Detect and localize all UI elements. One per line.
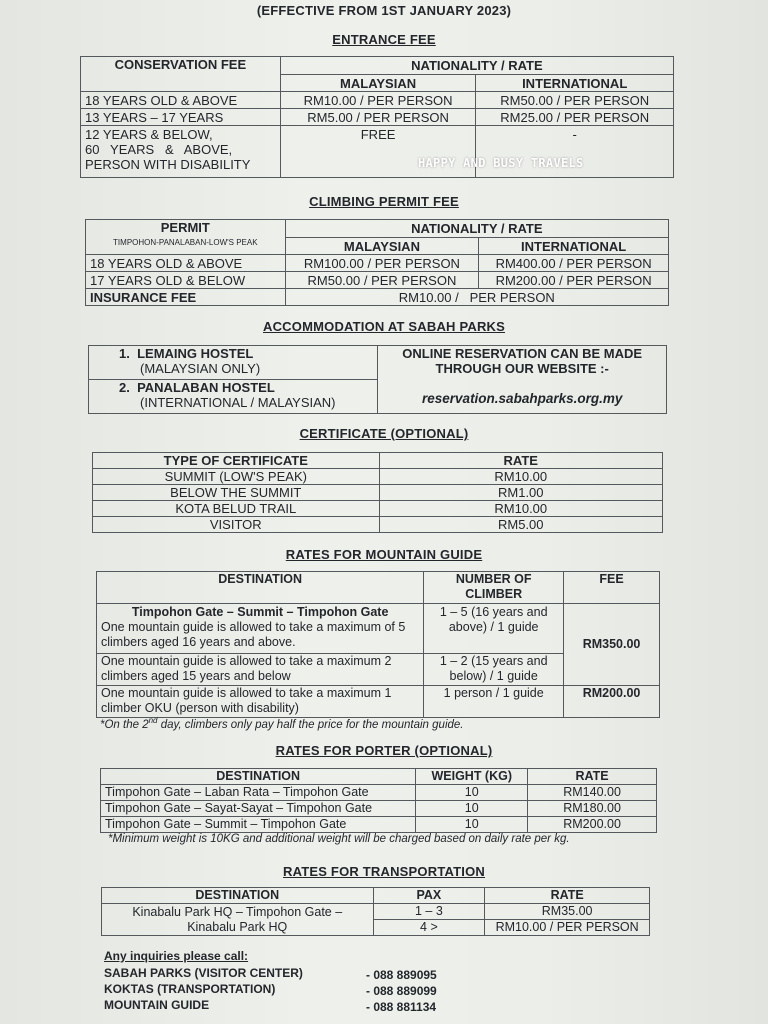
entrance-international-header: INTERNATIONAL [476,75,674,92]
certificate-type: KOTA BELUD TRAIL [93,501,380,517]
transport-rate-header: RATE [485,888,650,904]
transport-rate: RM10.00 / PER PERSON [485,920,650,936]
transport-title: RATES FOR TRANSPORTATION [283,864,485,879]
table-row [101,785,657,801]
table-row [93,485,663,501]
porter-weight: 10 [416,785,528,801]
table-row [86,289,669,306]
contact-phone[interactable]: - 088 889099 [366,984,437,998]
guide-climbers: 1 – 5 (16 years and above) / 1 guide [424,604,564,654]
certificate-rate: RM1.00 [379,485,662,501]
guide-fee-header: FEE [564,572,660,604]
guide-note: *On the 2nd day, climbers only pay half the price for the mountain guide. [100,716,464,731]
malaysian-rate: RM10.00 / PER PERSON [280,92,476,109]
transport-destination [102,904,374,936]
climbing-nationality-header: NATIONALITY / RATE [285,220,668,238]
porter-rate: RM200.00 [528,817,657,833]
hostel-name: LEMAING HOSTEL [137,346,254,361]
table-row [81,109,674,126]
transport-pax: 4 > [373,920,485,936]
porter-destination-header: DESTINATION [101,769,416,785]
guide-fee: RM200.00 [564,686,660,718]
certificate-rate: RM5.00 [379,517,662,533]
entrance-nationality-header: NATIONALITY / RATE [280,57,673,75]
guide-climbers: 1 – 2 (15 years and below) / 1 guide [424,654,564,686]
porter-weight: 10 [416,801,528,817]
porter-rate-header: RATE [528,769,657,785]
porter-rate: RM180.00 [528,801,657,817]
transport-table [101,887,650,936]
online-reservation [378,346,667,414]
hostel-2 [89,380,378,414]
transport-rate: RM35.00 [485,904,650,920]
porter-destination: Timpohon Gate – Summit – Timpohon Gate [101,817,416,833]
contact-name: MOUNTAIN GUIDE [104,998,210,1012]
table-row [101,801,657,817]
porter-destination: Timpohon Gate – Laban Rata – Timpohon Gate [101,785,416,801]
hostel-1 [89,346,378,380]
transport-destination-line: Kinabalu Park HQ [187,919,288,934]
international-rate: RM400.00 / PER PERSON [479,255,669,272]
hostel-number: 2. [119,380,130,395]
certificate-rate-header: RATE [379,453,662,469]
contact-phone[interactable]: - 088 889095 [366,968,437,982]
contact-name: KOKTAS (TRANSPORTATION) [104,982,276,996]
hostel-number: 1. [119,346,130,361]
insurance-label: INSURANCE FEE [86,289,286,306]
porter-destination: Timpohon Gate – Sayat-Sayat – Timpohon Gate [101,801,416,817]
transport-destination-header: DESTINATION [102,888,374,904]
entrance-col-header: CONSERVATION FEE [81,57,281,92]
international-rate: RM25.00 / PER PERSON [476,109,674,126]
watermark: HAPPY AND BUSY TRAVELS [418,156,584,170]
transport-destination-line: Kinabalu Park HQ – Timpohon Gate – [132,904,343,919]
row-label: 18 YEARS OLD & ABOVE [86,255,286,272]
guide-rule: One mountain guide is allowed to take a maximum 1 climber OKU (person with disability) [97,686,424,718]
guide-rule: One mountain guide is allowed to take a maximum of 5 climbers aged 16 years and above. [101,620,406,649]
malaysian-rate: RM50.00 / PER PERSON [285,272,479,289]
international-rate: RM200.00 / PER PERSON [479,272,669,289]
guide-destination-header: DESTINATION [97,572,424,604]
porter-note: *Minimum weight is 10KG and additional weight will be charged based on daily rate per kg. [108,833,570,845]
climbing-title: CLIMBING PERMIT FEE [309,194,459,209]
table-row [93,517,663,533]
permit-route-label: TIMPOHON-PANALABAN-LOW'S PEAK [113,238,258,247]
porter-weight: 10 [416,817,528,833]
table-row [97,686,660,718]
row-label-line: 12 YEARS & BELOW, [85,127,213,142]
guide-number-header: NUMBER OF CLIMBER [424,572,564,604]
transport-pax-header: PAX [373,888,485,904]
contact-name: SABAH PARKS (VISITOR CENTER) [104,966,303,980]
certificate-type: BELOW THE SUMMIT [93,485,380,501]
malaysian-rate: FREE [280,126,476,178]
porter-weight-header: WEIGHT (KG) [416,769,528,785]
guide-table [96,571,660,718]
international-rate: RM50.00 / PER PERSON [476,92,674,109]
climbing-international-header: INTERNATIONAL [479,238,669,255]
guide-route: Timpohon Gate – Summit – Timpohon Gate [131,605,389,619]
certificate-type-header: TYPE OF CERTIFICATE [93,453,380,469]
insurance-rate: RM10.00 / PER PERSON [285,289,668,306]
porter-table [100,768,657,833]
climbing-malaysian-header: MALAYSIAN [285,238,479,255]
row-label: 17 YEARS OLD & BELOW [86,272,286,289]
online-line: ONLINE RESERVATION CAN BE MADE [402,346,643,361]
permit-header [86,220,286,255]
transport-pax: 1 – 3 [373,904,485,920]
row-label-line: PERSON WITH DISABILITY [85,157,251,172]
guide-description [97,604,424,654]
inquiries-title: Any inquiries please call: [104,949,249,963]
effective-date: (EFFECTIVE FROM 1ST JANUARY 2023) [256,3,512,18]
table-row [97,604,660,654]
table-row [93,501,663,517]
certificate-rate: RM10.00 [379,469,662,485]
entrance-title: ENTRANCE FEE [332,32,436,47]
table-row [81,92,674,109]
porter-rate: RM140.00 [528,785,657,801]
guide-fee: RM350.00 [564,604,660,686]
contact-phone[interactable]: - 088 881134 [366,1000,437,1014]
row-label-line: 60 YEARS & ABOVE, [85,142,233,157]
certificate-rate: RM10.00 [379,501,662,517]
hostel-name: PANALABAN HOSTEL [137,380,275,395]
online-line: THROUGH OUR WEBSITE :- [435,361,609,376]
guide-title: RATES FOR MOUNTAIN GUIDE [285,547,483,562]
certificate-type: VISITOR [93,517,380,533]
porter-title: RATES FOR PORTER (OPTIONAL) [275,743,493,758]
malaysian-rate: RM100.00 / PER PERSON [285,255,479,272]
malaysian-rate: RM5.00 / PER PERSON [280,109,476,126]
reservation-website[interactable]: reservation.sabahparks.org.my [422,391,623,406]
row-label: 18 YEARS OLD & ABOVE [81,92,281,109]
accommodation-table [88,345,667,414]
certificate-title: CERTIFICATE (OPTIONAL) [299,426,469,441]
table-row [86,272,669,289]
table-row [81,126,674,178]
table-row [93,469,663,485]
certificate-type: SUMMIT (LOW'S PEAK) [93,469,380,485]
entrance-table [80,56,674,178]
climbing-table [85,219,669,306]
certificate-table [92,452,663,533]
table-row [101,817,657,833]
permit-header-label: PERMIT [160,220,210,235]
guide-rule: One mountain guide is allowed to take a maximum 2 climbers aged 15 years and below [97,654,424,686]
row-label [81,126,281,178]
guide-climbers: 1 person / 1 guide [424,686,564,718]
hostel-note: (MALAYSIAN ONLY) [140,361,261,376]
international-rate: - [476,126,674,178]
hostel-note: (INTERNATIONAL / MALAYSIAN) [140,395,336,410]
entrance-malaysian-header: MALAYSIAN [280,75,476,92]
row-label: 13 YEARS – 17 YEARS [81,109,281,126]
table-row [86,255,669,272]
accommodation-title: ACCOMMODATION AT SABAH PARKS [263,319,505,334]
table-row [102,904,650,920]
